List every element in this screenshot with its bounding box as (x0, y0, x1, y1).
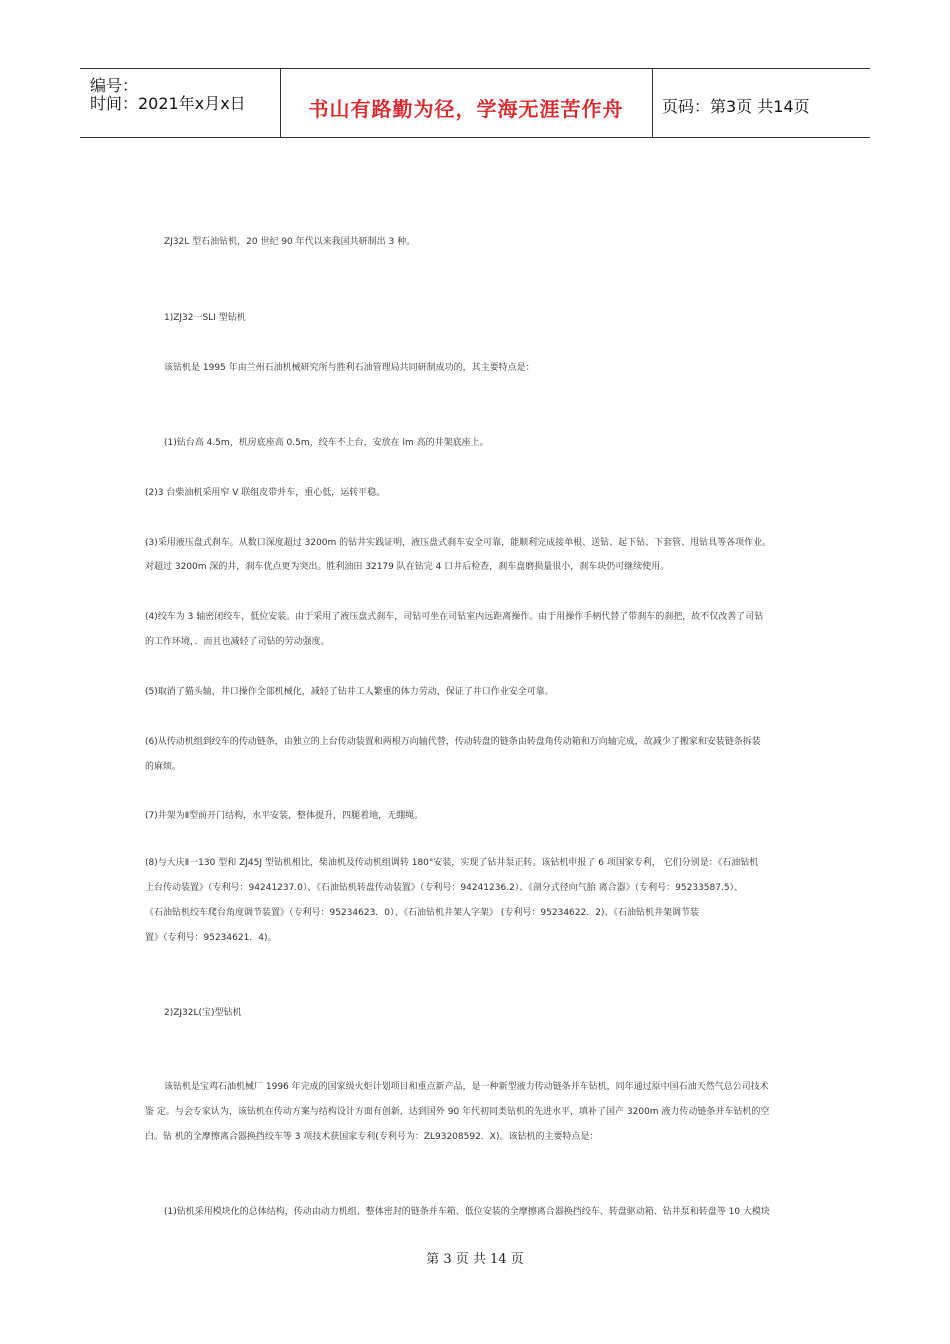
page-header (80, 68, 870, 138)
list-item-8-line-1: (8)与大庆Ⅱ一130 型和 ZJ45J 型钻机相比，柴油机及传动机组调转 180°安装，实现了钻井泵正转。该钻机申报了 6 项国家专利， 它们分别是：《石油钻机 (145, 858, 759, 868)
list-item-1: (1)钻台高 4.5m，机房底座高 0.5m，绞车不上台，安放在 lm 高的井架底座上。 (164, 438, 489, 448)
header-motto-cell (280, 69, 653, 137)
list-item-3-line-1: (3)采用液压盘式刹车。从数口深度超过 3200m 的钻井实践证明，液压盘式刹车安全可靠，能顺利完成接单根、送钻、起下钻、下套管、甩钻具等各项作业。 (145, 538, 772, 548)
header-left-cell (80, 69, 281, 137)
list-item-6-line-1: (6)从传动机组到绞车的传动链条，由独立的上台传动装置和两根万向轴代替，传动转盘的链条由转盘角传动箱和万向轴完成，故减少了搬家和安装链条拆装 (145, 737, 761, 747)
document-date-label: 时间：2021年x月x日 (90, 94, 246, 113)
paragraph-intro: ZJ32L 型石油钻机，20 世纪 90 年代以来我国共研制出 3 种。 (164, 237, 416, 247)
list-item-8-line-4: 置》（专利号：95234621．4)。 (145, 933, 277, 943)
list-item-7: (7)井架为Ⅱ型前开门结构，水平安装，整体提升，四腿着地，无绷绳。 (145, 811, 424, 821)
section-heading-2: 2)ZJ32L(宝)型钻机 (164, 1008, 242, 1018)
list-item-5: (5)取消了猫头轴，井口操作全部机械化，减轻了钻井工人繁重的体力劳动，保证了井口作业安全可靠。 (145, 687, 554, 697)
document-number-label: 编号： (90, 76, 139, 95)
section-heading-1: 1)ZJ32一SLI 型钻机 (164, 313, 246, 323)
list-item-2: (2)3 台柴油机采用窄 V 联组皮带并车，重心低，运转平稳。 (145, 488, 386, 498)
list-item-4-line-1: (4)绞车为 3 轴密闭绞车，低位安装。由于采用了液压盘式刹车，司钻可坐在司钻室内远距离操作。由于用操作手柄代替了带刹车的刹把，故不仅改善了司钻 (145, 612, 764, 622)
header-page-cell (652, 69, 870, 137)
list-item-3-line-2: 对超过 3200m 深的井，刹车优点更为突出。胜利油田 32179 队在钻完 4 口井后检查，刹车盘磨损量很小，刹车块仍可继续使用。 (145, 562, 670, 572)
list-item-4-line-2: 的工作环境，．而且也减轻了司钻的劳动强度。 (145, 637, 330, 647)
page-footer-number: 第 3 页 共 14 页 (426, 1252, 524, 1267)
list-item-8-line-3: 《石油钻机绞车爬台角度调节装置》（专利号：95234623．0）、《石油钻机井架人字架》 (专利号：95234622．2)、《石油钻机井架调节装 (145, 908, 699, 918)
header-page-number: 页码：第3页 共14页 (662, 97, 810, 116)
list-item-6-line-2: 的麻烦。 (145, 762, 182, 772)
header-motto: 书山有路勤为径，学海无涯苦作舟 (308, 97, 624, 121)
list-item-9-line-1: (1)钻机采用模块化的总体结构，传动由动力机组、整体密封的链条并车箱、低位安装的全摩擦离合器换挡绞车、转盘驱动箱、钻井泵和转盘等 10 大模块 (164, 1207, 770, 1217)
list-item-8-line-2: 上台传动装置》（专利号：94241237.0）、《石油钻机转盘传动装置》（专利号：94241236.2）、《剖分式径向气胎 离合器》（专利号：95233587.5）、 (145, 883, 744, 893)
paragraph-section-2-line-3: 白。钻 机的全摩擦离合器换挡绞车等 3 项技术获国家专利(专利号为：ZL93208592．X)。该钻机的主要特点是： (145, 1132, 599, 1142)
paragraph-section-1-intro: 该钻机是 1995 年由兰州石油机械研究所与胜利石油管理局共同研制成功的，其主要特点是： (164, 363, 535, 373)
paragraph-section-2-line-1: 该钻机是宝鸡石油机械厂 1996 年完成的国家级火炬计划项目和重点新产品，是一种新型液力传动链条并车钻机，同年通过原中国石油天然气总公司技术 (164, 1082, 769, 1092)
paragraph-section-2-line-2: 鉴 定。与会专家认为，该钻机在传动方案与结构设计方面有创新，达到国外 90 年代初同类钻机的先进水平，填补了国产 3200m 液力传动链条并车钻机的空 (145, 1107, 770, 1117)
